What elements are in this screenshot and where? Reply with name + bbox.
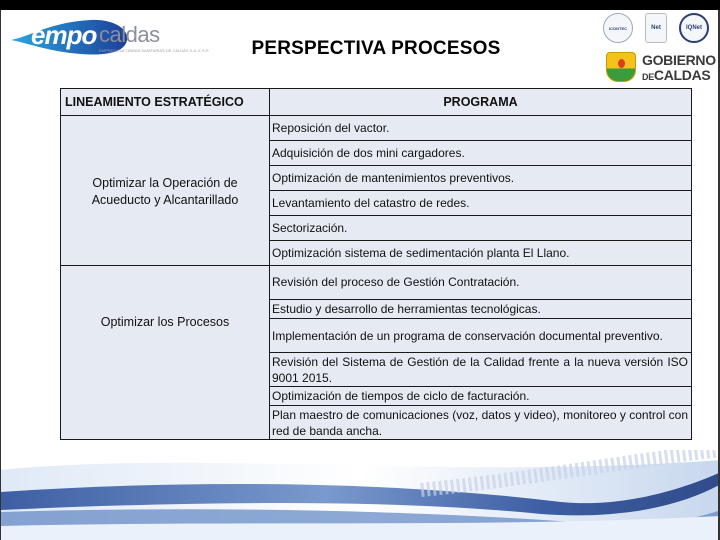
programa-cell: Implementación de un programa de conservación documental preventivo. (270, 319, 692, 353)
table-header-row (61, 89, 692, 116)
page-title: PERSPECTIVA PROCESOS (251, 38, 501, 59)
programa-cell: Optimización de mantenimientos preventivos. (270, 166, 692, 191)
strategy-table (60, 88, 692, 440)
programa-cell: Levantamiento del catastro de redes. (270, 191, 692, 216)
slide (0, 10, 720, 540)
programa-cell: Estudio y desarrollo de herramientas tecnológicas. (270, 300, 692, 319)
lineamiento-cell: Optimizar la Operación de Acueducto y Alcantarillado (61, 116, 270, 266)
certification-logos (601, 13, 719, 43)
logo-tagline: EMPRESA DE OBRAS SANITARIAS DE CALDAS S.A. E.S.P. (99, 48, 210, 53)
programa-cell: Sectorización. (270, 216, 692, 241)
logo-word-empo: empo (31, 20, 97, 50)
iqnet-seal-icon: IQNet (679, 13, 709, 43)
gobierno-de-caldas-logo (604, 50, 714, 86)
programa-cell: Adquisición de dos mini cargadores. (270, 141, 692, 166)
caldas-shield-icon (606, 52, 636, 82)
logo-word-caldas: caldas (99, 22, 160, 47)
programa-cell: Revisión del Sistema de Gestión de la Calidad frente a la nueva versión ISO 9001 2015. (270, 353, 692, 387)
programa-cell: Optimización sistema de sedimentación planta El Llano. (270, 241, 692, 266)
column-header-programa: PROGRAMA (270, 89, 692, 116)
table-row (61, 116, 692, 141)
icontec-seal-icon: ICONTEC (603, 13, 633, 43)
programa-cell: Plan maestro de comunicaciones (voz, datos y video), monitoreo y control con red de banda ancha. (270, 406, 692, 440)
net-seal-icon: Net (645, 13, 667, 43)
programa-cell: Optimización de tiempos de ciclo de facturación. (270, 387, 692, 406)
programa-cell: Revisión del proceso de Gestión Contratación. (270, 266, 692, 300)
programa-cell: Reposición del vactor. (270, 116, 692, 141)
lineamiento-cell: Optimizar los Procesos (61, 266, 270, 440)
caldas-label: DECALDAS (642, 67, 711, 83)
gobierno-label: GOBIERNO (642, 52, 716, 68)
column-header-lineamiento: LINEAMIENTO ESTRATÉGICO (61, 89, 270, 116)
table-row (61, 266, 692, 300)
decorative-wave-footer (1, 450, 720, 540)
